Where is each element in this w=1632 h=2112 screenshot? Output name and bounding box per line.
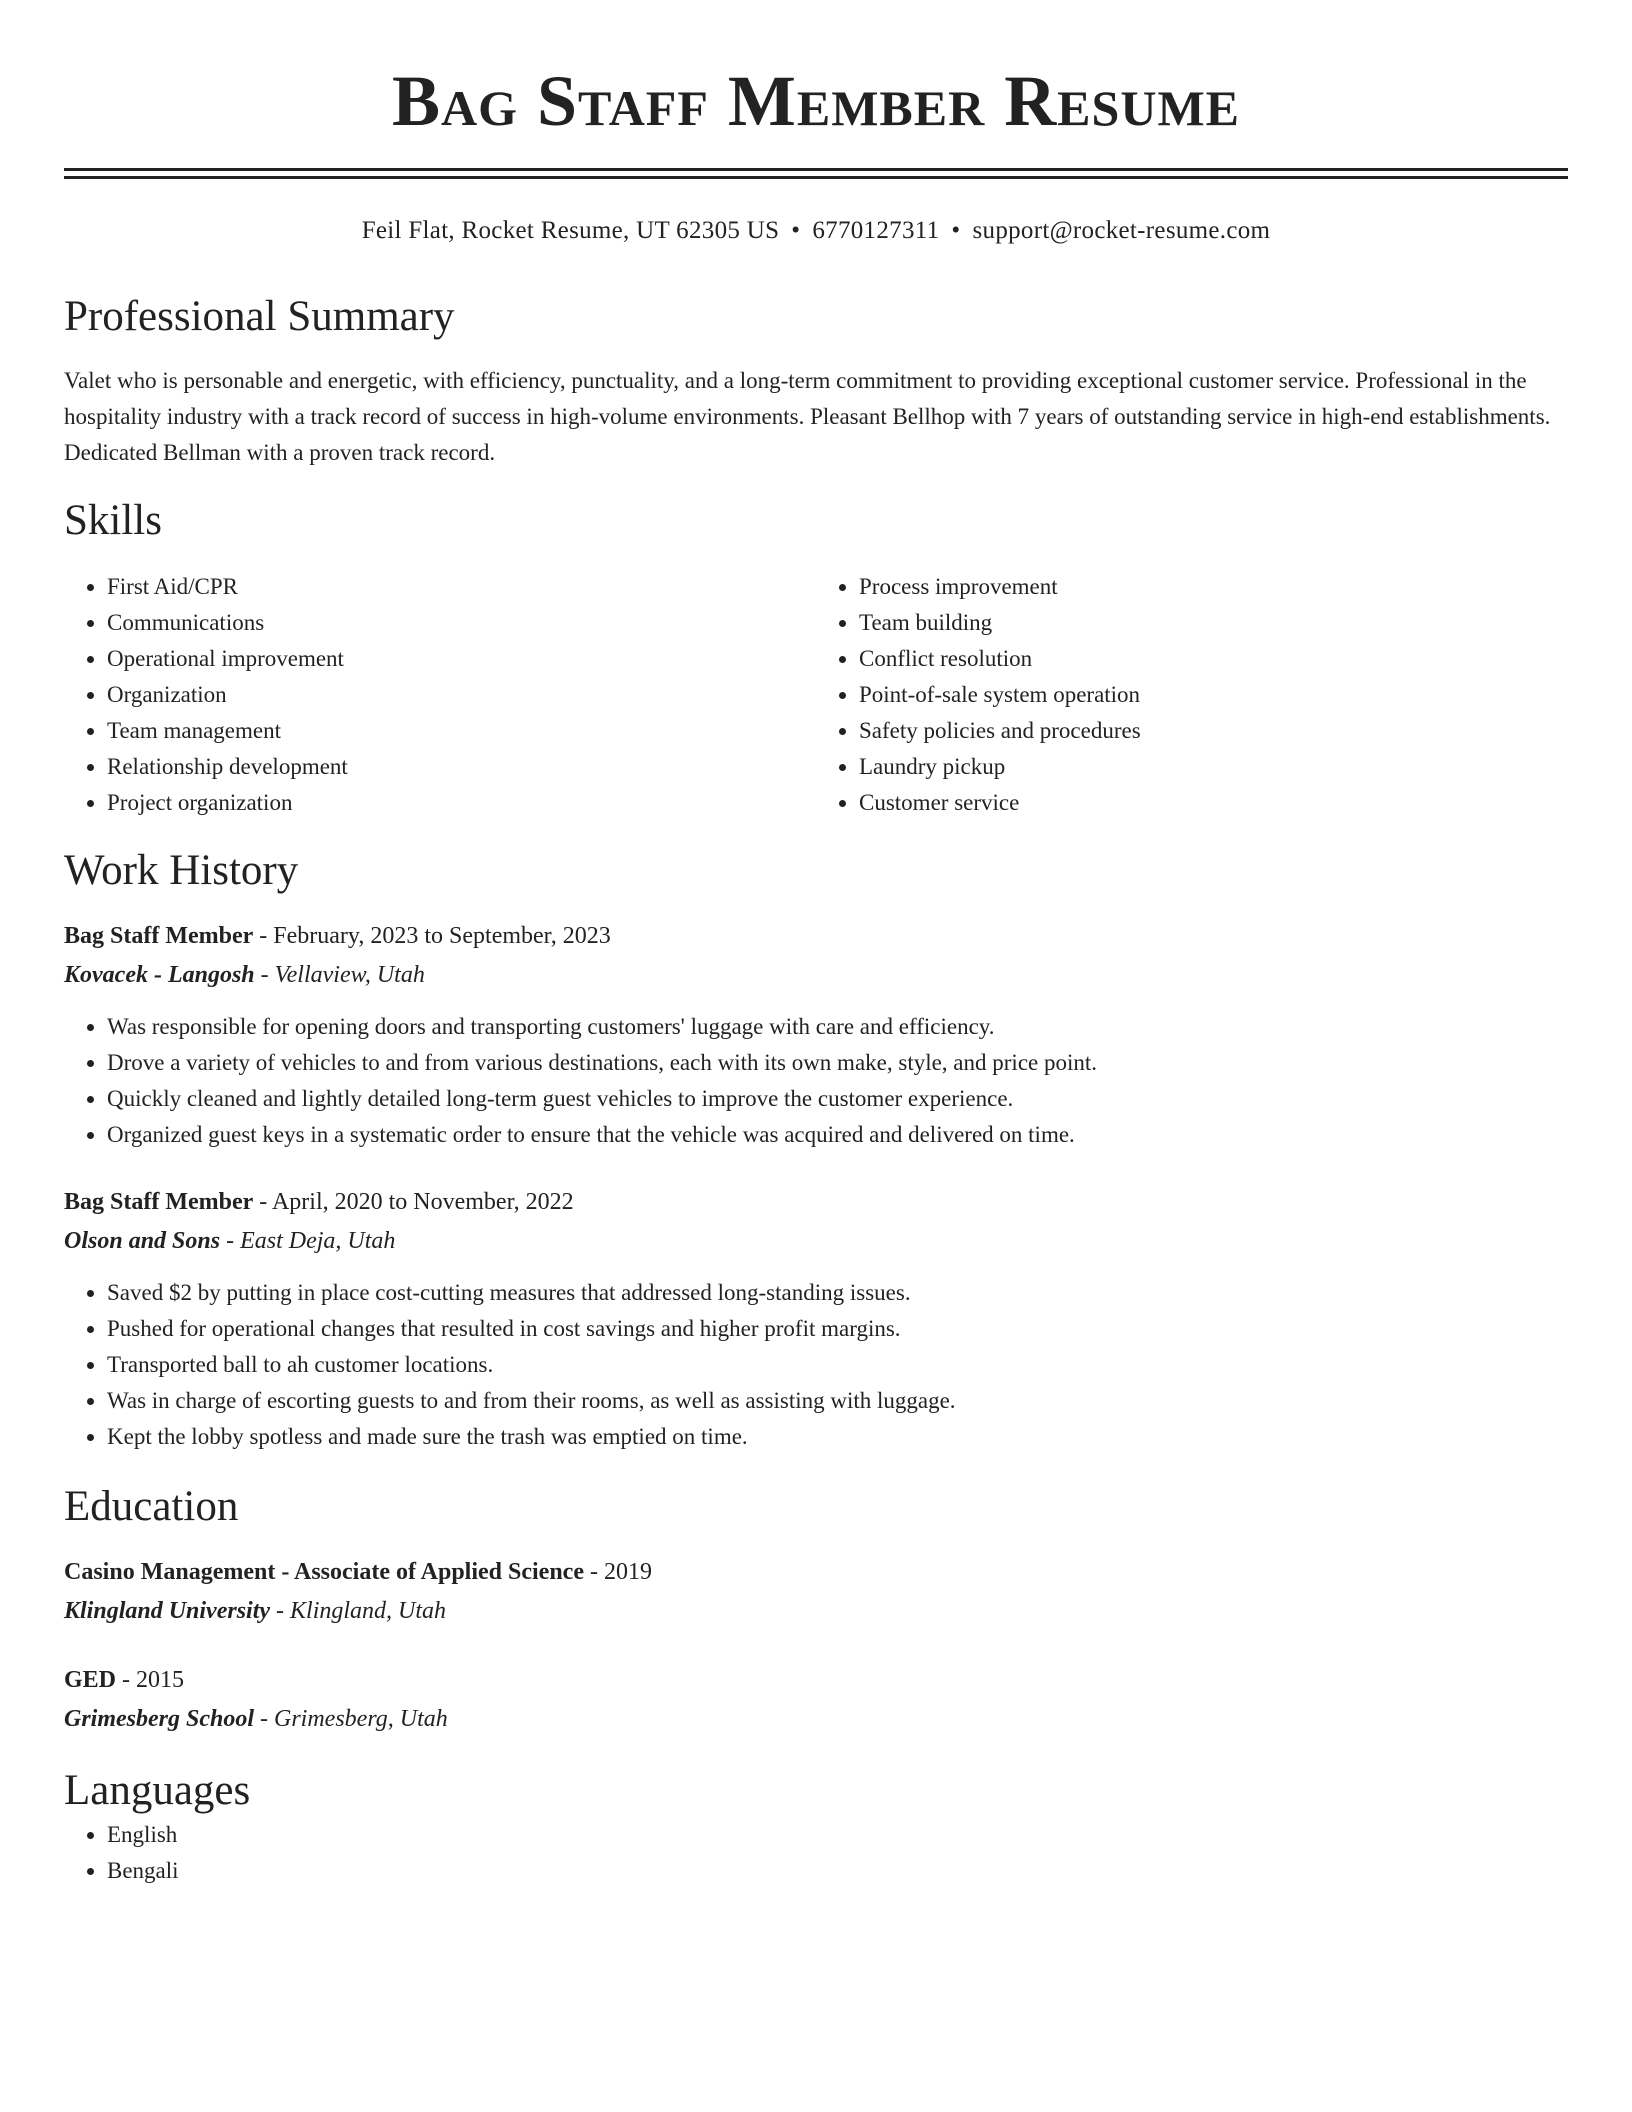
skill-item: • Project organization <box>107 785 816 821</box>
job-bullet: • Saved $2 by putting in place cost-cutting measures that addressed long-standing issues. <box>107 1275 1568 1311</box>
education-degree-line <box>64 1553 1568 1591</box>
job-company: Kovacek - Langosh <box>64 962 255 988</box>
job-company-line <box>64 955 1568 995</box>
job-bullet: • Pushed for operational changes that resulted in cost savings and higher profit margins. <box>107 1311 1568 1347</box>
contact-address: Feil Flat, Rocket Resume, UT 62305 US <box>361 217 780 244</box>
languages-heading: Languages <box>64 1767 251 1814</box>
education-school: Klingland University <box>64 1598 271 1624</box>
skills-heading: Skills <box>64 497 162 544</box>
education-location: - Klingland, Utah <box>270 1598 447 1624</box>
contact-separator: • <box>791 217 801 244</box>
education-year: - 2015 <box>116 1667 185 1693</box>
language-item: • English <box>107 1817 1568 1853</box>
job-bullets <box>64 1009 1568 1153</box>
contact-email: support@rocket-resume.com <box>972 217 1271 244</box>
skill-item: • Conflict resolution <box>859 641 1568 677</box>
skill-item: • Process improvement <box>859 569 1568 605</box>
job-dates: - February, 2023 to September, 2023 <box>253 923 611 949</box>
education-degree-line <box>64 1661 1568 1699</box>
skill-item: • Safety policies and procedures <box>859 713 1568 749</box>
job-bullet: • Kept the lobby spotless and made sure the trash was emptied on time. <box>107 1419 1568 1455</box>
education-school-line <box>64 1699 1568 1739</box>
job-bullet: • Organized guest keys in a systematic order to ensure that the vehicle was acquired and delivered on time. <box>107 1117 1568 1153</box>
skill-item: • Team building <box>859 605 1568 641</box>
skill-item: • First Aid/CPR <box>107 569 816 605</box>
skill-item: • Organization <box>107 677 816 713</box>
job-bullet: • Transported ball to ah customer locations. <box>107 1347 1568 1383</box>
skills-list-left <box>64 569 816 821</box>
job-bullets <box>64 1275 1568 1455</box>
job-location: - East Deja, Utah <box>220 1228 396 1254</box>
education-school: Grimesberg School <box>64 1706 255 1732</box>
skill-item: • Relationship development <box>107 749 816 785</box>
skill-item: • Communications <box>107 605 816 641</box>
job-entry <box>64 917 1568 1153</box>
job-title: Bag Staff Member <box>64 1189 254 1215</box>
skill-item: • Operational improvement <box>107 641 816 677</box>
skill-item: • Laundry pickup <box>859 749 1568 785</box>
job-location: - Vellaview, Utah <box>254 962 425 988</box>
languages-list <box>64 1817 1568 1889</box>
job-bullet: • Drove a variety of vehicles to and from various destinations, each with its own make, style, and price point. <box>107 1045 1568 1081</box>
education-degree: GED <box>64 1667 117 1693</box>
education-location: - Grimesberg, Utah <box>254 1706 448 1732</box>
job-bullet: • Was responsible for opening doors and transporting customers' luggage with care and efficiency. <box>107 1009 1568 1045</box>
skill-item: • Point-of-sale system operation <box>859 677 1568 713</box>
job-title-line <box>64 917 1568 955</box>
title-double-rule <box>64 168 1568 179</box>
education-school-line <box>64 1591 1568 1631</box>
job-company: Olson and Sons <box>64 1228 221 1254</box>
education-degree: Casino Management - Associate of Applied Science <box>64 1559 584 1585</box>
job-entry <box>64 1183 1568 1455</box>
skill-item: • Customer service <box>859 785 1568 821</box>
work-history-heading: Work History <box>64 847 299 894</box>
skill-item: • Team management <box>107 713 816 749</box>
contact-phone: 6770127311 <box>812 217 940 244</box>
job-bullet: • Was in charge of escorting guests to and from their rooms, as well as assisting with luggage. <box>107 1383 1568 1419</box>
summary-text: Valet who is personable and energetic, with efficiency, punctuality, and a long-term commitment to providing exceptional customer service. Professional in the hospitality industry with a track record of success in high-volume environments. Pleasant Bellhop with 7 years of outstanding service in high-end establishments. Dedicated Bellman with a proven track record. <box>64 368 1551 465</box>
language-item: • Bengali <box>107 1853 1568 1889</box>
education-entry <box>64 1661 1568 1739</box>
skills-list-right <box>816 569 1568 821</box>
education-heading: Education <box>64 1483 239 1530</box>
job-title-line <box>64 1183 1568 1221</box>
education-year: - 2019 <box>583 1559 652 1585</box>
contact-line <box>64 215 1568 247</box>
skills-columns <box>64 569 1568 821</box>
contact-separator: • <box>951 217 961 244</box>
education-entry <box>64 1553 1568 1631</box>
job-company-line <box>64 1221 1568 1261</box>
job-bullet: • Quickly cleaned and lightly detailed long-term guest vehicles to improve the customer experience. <box>107 1081 1568 1117</box>
resume-title: Bag Staff Member Resume <box>391 61 1240 141</box>
job-dates: - April, 2020 to November, 2022 <box>253 1189 574 1215</box>
job-title: Bag Staff Member <box>64 923 254 949</box>
summary-heading: Professional Summary <box>64 293 455 340</box>
